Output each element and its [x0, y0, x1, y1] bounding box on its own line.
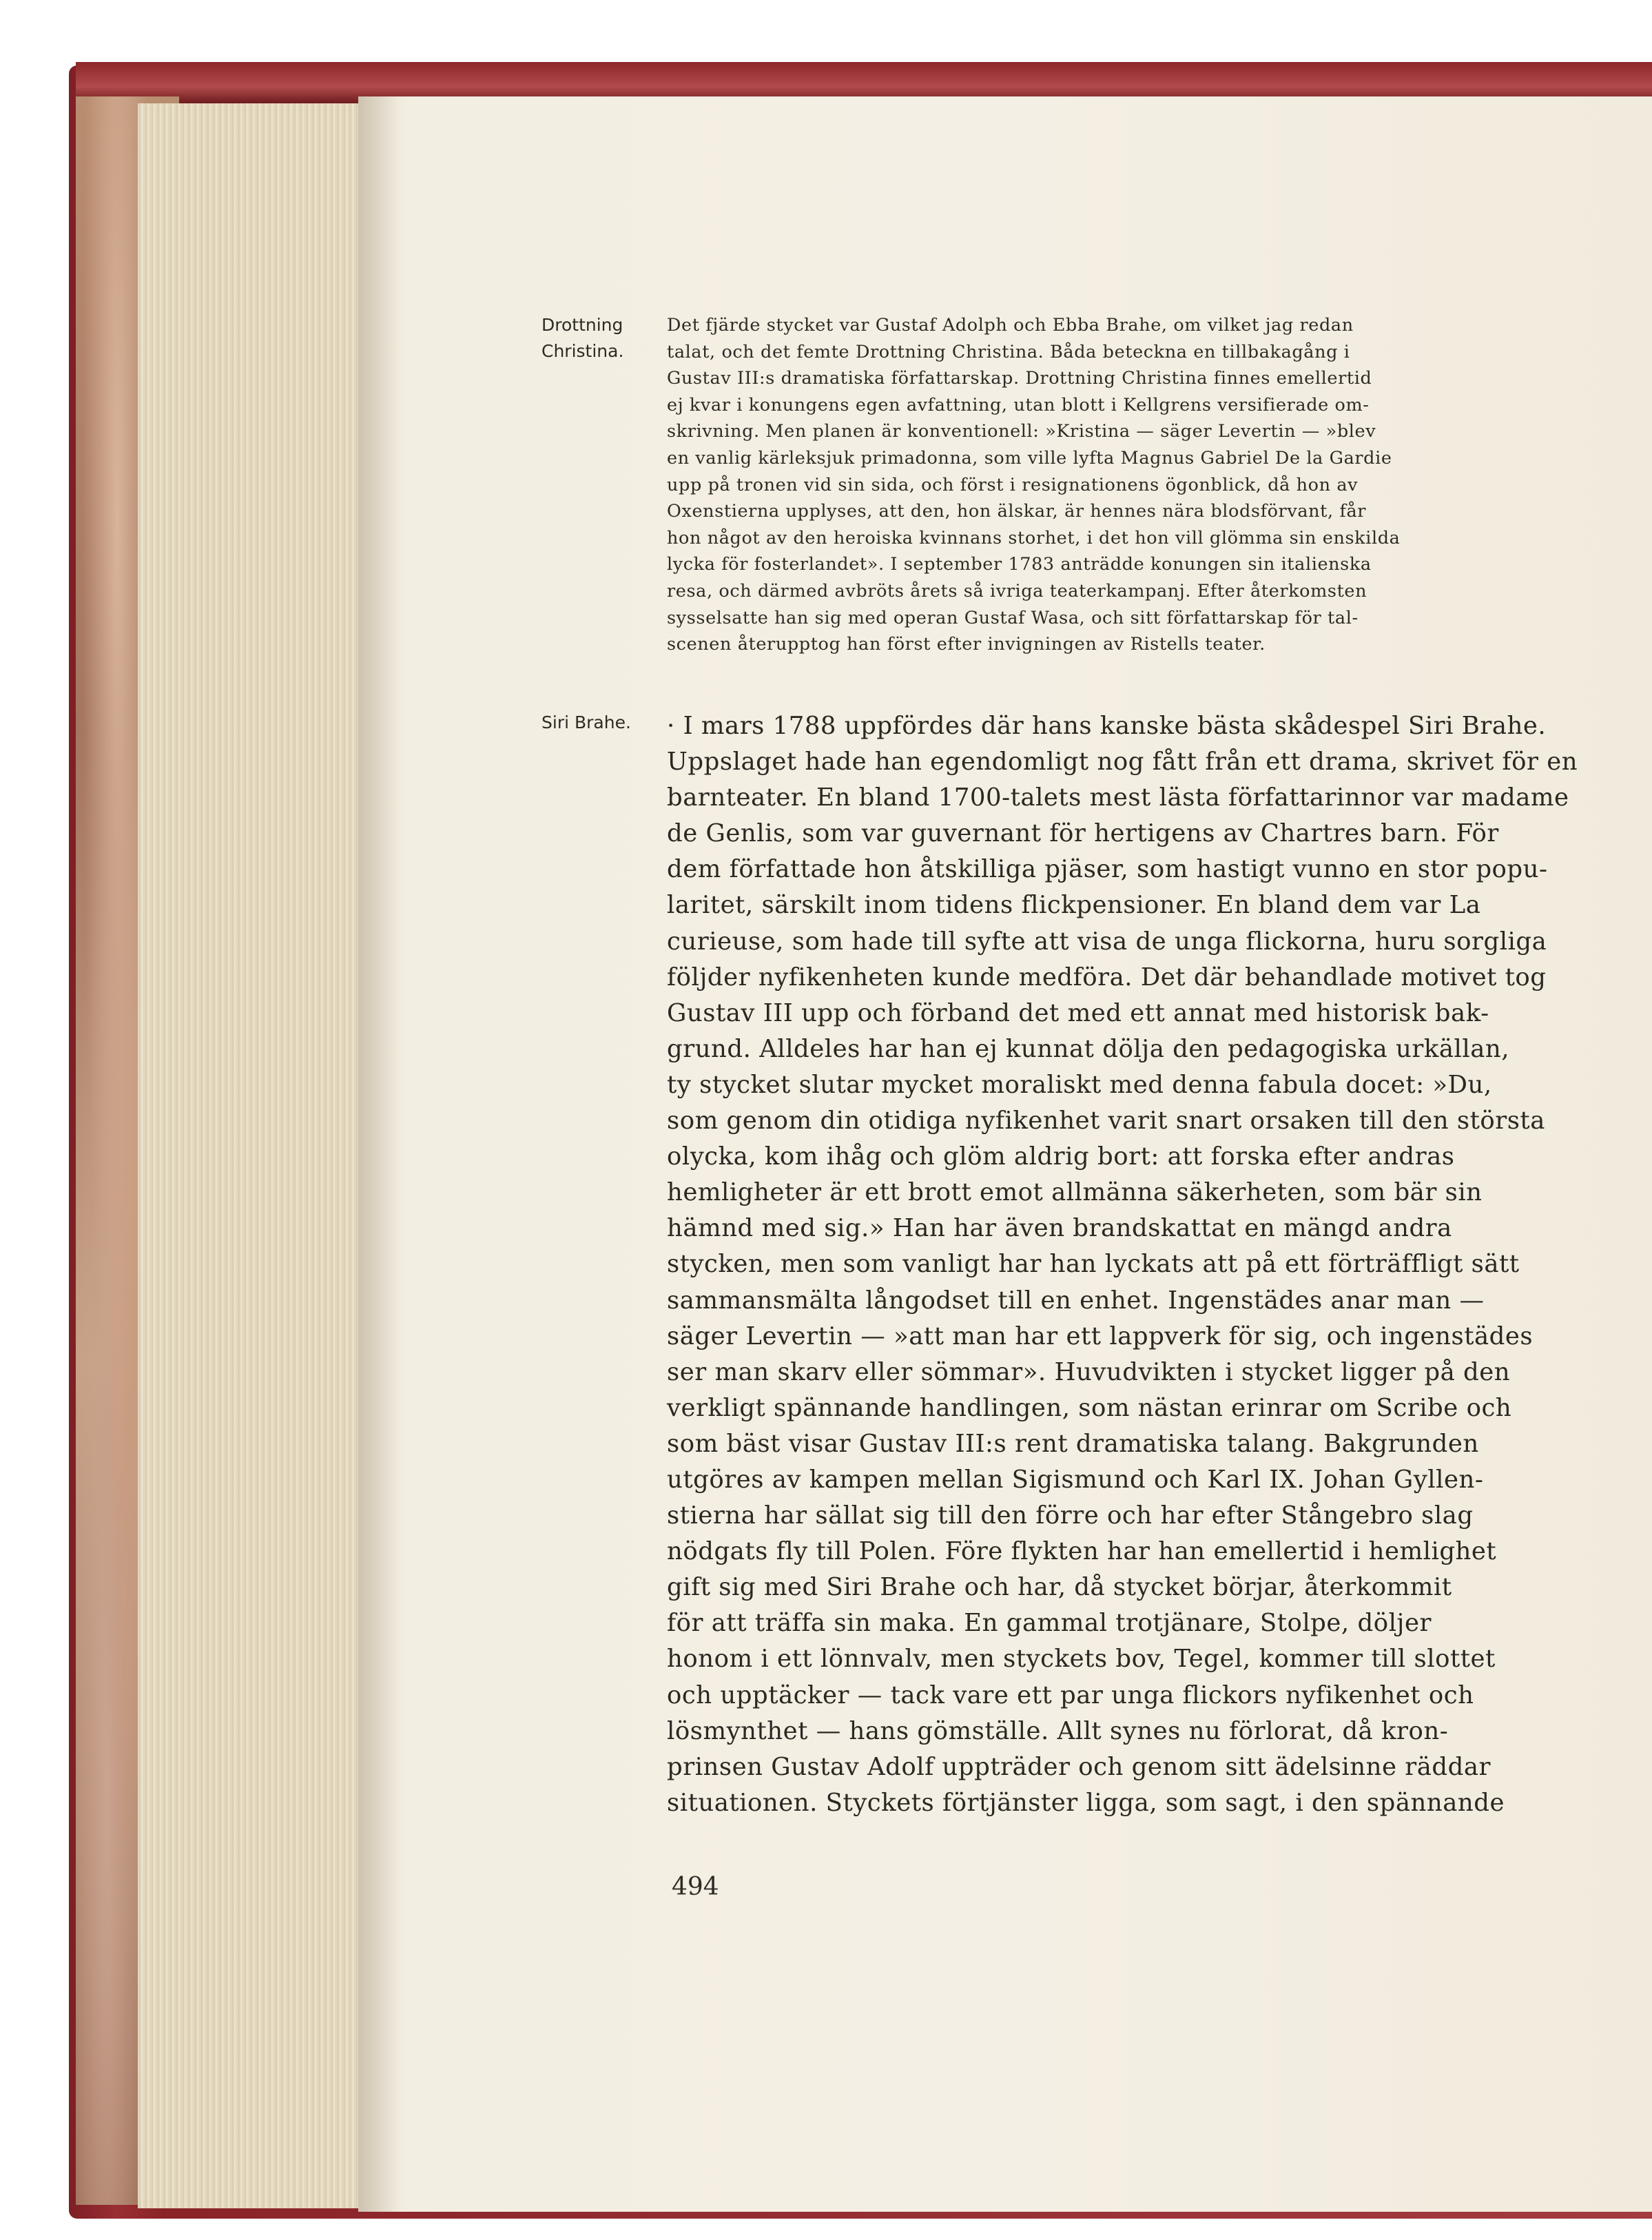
text-line: skrivning. Men planen är konventionell: »Kristina — säger Levertin — »blev [667, 421, 1376, 442]
text-line: prinsen Gustav Adolf uppträder och genom sitt ädelsinne räddar [667, 1752, 1491, 1781]
margin-note-drottning-christina [541, 312, 659, 364]
text-line: dem författade hon åtskilliga pjäser, som hastigt vunno en stor popu- [667, 855, 1548, 884]
margin-note-line: Christina. [541, 341, 624, 361]
page-number: 494 [672, 1873, 719, 1901]
text-line: som bäst visar Gustav III:s rent dramatiska talang. Bakgrunden [667, 1429, 1479, 1458]
gutter-shadow [358, 96, 400, 2212]
text-line: hämnd med sig.» Han har även brandskattat en mängd andra [667, 1214, 1452, 1243]
text-line: situationen. Styckets förtjänster ligga, som sagt, i den spännande [667, 1788, 1505, 1817]
small-print-paragraph [667, 312, 1549, 658]
text-line: och upptäcker — tack vare ett par unga flickors nyfikenhet och [667, 1681, 1474, 1709]
text-line: scenen återupptog han först efter invigningen av Ristells teater. [667, 634, 1266, 655]
text-line: för att träffa sin maka. En gammal trotjänare, Stolpe, döljer [667, 1609, 1432, 1638]
text-line: barnteater. En bland 1700-talets mest lästa författarinnor var madame [667, 783, 1569, 812]
text-line: hemligheter är ett brott emot allmänna säkerheten, som bär sin [667, 1178, 1483, 1207]
text-line: lösmynthet — hans gömställe. Allt synes nu förlorat, då kron- [667, 1716, 1449, 1745]
text-line: stierna har sällat sig till den förre och har efter Stångebro slag [667, 1501, 1474, 1530]
text-line: följder nyfikenheten kunde medföra. Det där behandlade motivet tog [667, 963, 1547, 991]
text-line: Uppslaget hade han egendomligt nog fått från ett drama, skrivet för en [667, 748, 1578, 777]
text-line: verkligt spännande handlingen, som nästan erinrar om Scribe och [667, 1393, 1512, 1422]
text-line: nödgats fly till Polen. Före flykten har han emellertid i hemlighet [667, 1537, 1497, 1566]
text-line: de Genlis, som var guvernant för hertigens av Chartres barn. För [667, 819, 1499, 848]
text-line: stycken, men som vanligt har han lyckats att på ett förträffligt sätt [667, 1250, 1520, 1279]
text-line: curieuse, som hade till syfte att visa de unga flickorna, huru sorgliga [667, 927, 1547, 956]
text-line: upp på tronen vid sin sida, och först i resignationens ögonblick, då hon av [667, 474, 1359, 495]
text-line: Gustav III upp och förband det med ett annat med historisk bak- [667, 998, 1489, 1027]
text-line: lycka för fosterlandet». I september 1783 anträdde konungen sin italienska [667, 554, 1372, 575]
text-line: hon något av den heroiska kvinnans storhet, i det hon vill glömma sin enskilda [667, 527, 1401, 548]
main-paragraph [667, 708, 1578, 1821]
text-line: resa, och därmed avbröts årets så ivriga teaterkampanj. Efter återkomsten [667, 580, 1367, 602]
text-line: laritet, särskilt inom tidens flickpensioner. En bland dem var La [667, 891, 1481, 920]
text-line: ty stycket slutar mycket moraliskt med denna fabula docet: »Du, [667, 1070, 1492, 1099]
page-edges [138, 103, 366, 2208]
text-line: sysselsatte han sig med operan Gustaf Wasa, och sitt författarskap för tal- [667, 607, 1359, 628]
margin-note-line: Siri Brahe. [541, 712, 631, 732]
text-line: sammansmälta långodset till en enhet. Ingenstädes anar man — [667, 1286, 1485, 1315]
text-line: grund. Alldeles har han ej kunnat dölja den pedagogiska urkällan, [667, 1034, 1510, 1063]
text-line: en vanlig kärleksjuk primadonna, som ville lyfta Magnus Gabriel De la Gardie [667, 447, 1392, 469]
text-line: ser man skarv eller sömmar». Huvudvikten i stycket ligger på den [667, 1357, 1511, 1386]
text-line: utgöres av kampen mellan Sigismund och Karl IX. Johan Gyllen- [667, 1465, 1484, 1494]
text-line: ej kvar i konungens egen avfattning, utan blott i Kellgrens versifierade om- [667, 394, 1370, 415]
text-line: Oxenstierna upplyses, att den, hon älskar, är hennes nära blodsförvant, får [667, 501, 1367, 522]
margin-note-siri-brahe [541, 710, 659, 736]
text-line: säger Levertin — »att man har ett lappverk för sig, och ingenstädes [667, 1322, 1534, 1350]
margin-note-line: Drottning [541, 315, 623, 335]
text-line: gift sig med Siri Brahe och har, då stycket börjar, återkommit [667, 1573, 1452, 1602]
text-line: · I mars 1788 uppfördes där hans kanske bästa skådespel Siri Brahe. [667, 712, 1547, 740]
text-line: Gustav III:s dramatiska författarskap. Drottning Christina finnes emellertid [667, 368, 1372, 389]
text-line: Det fjärde stycket var Gustaf Adolph och Ebba Brahe, om vilket jag redan [667, 315, 1354, 336]
text-line: honom i ett lönnvalv, men styckets bov, Tegel, kommer till slottet [667, 1645, 1496, 1674]
text-line: som genom din otidiga nyfikenhet varit snart orsaken till den största [667, 1107, 1545, 1136]
text-line: talat, och det femte Drottning Christina. Båda beteckna en tillbakagång i [667, 341, 1350, 362]
text-line: olycka, kom ihåg och glöm aldrig bort: att forska efter andras [667, 1142, 1455, 1171]
